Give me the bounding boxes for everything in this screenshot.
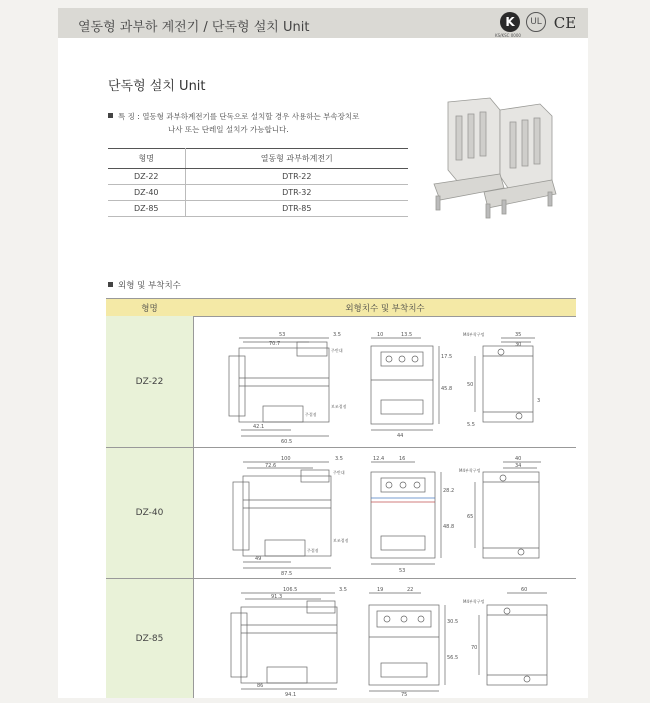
dimension-row-dz-22 <box>106 316 576 448</box>
dim-header-model: 형명 <box>141 304 158 314</box>
k-mark-icon: K <box>500 12 520 32</box>
dimension-row-dz-85 <box>106 579 576 698</box>
dz-22-front-top-b: 13.5 <box>401 332 413 338</box>
bullet-icon <box>108 113 113 118</box>
dz-40-note-1: 주반대 <box>333 470 345 475</box>
dz-22-front-right-a: 17.5 <box>441 354 453 360</box>
dz-40-front-top-a: 12.4 <box>373 456 385 462</box>
dimension-row-dz-40 <box>106 448 576 579</box>
dimension-section-title: 외형 및 부착치수 <box>108 279 181 291</box>
dz-40-side-bottom-left: 49 <box>255 556 262 562</box>
dz-22-mount-screw: M4부착구멍 <box>463 332 485 337</box>
spec-cell-model: DZ-40 <box>108 185 185 201</box>
dz-22-front-bottom: 44 <box>397 433 404 439</box>
dz-40-side-sub-dim: 72.6 <box>265 463 277 469</box>
k-mark-caption: KS/KSC 0000 <box>495 33 521 38</box>
dimension-table-header <box>106 298 576 317</box>
table-row <box>108 169 408 185</box>
dz-22-mount-top-a: 35 <box>515 332 522 338</box>
dim-row-model: DZ-40 <box>106 448 194 578</box>
dz-85-front-right-b: 56.5 <box>447 655 459 661</box>
spec-header-model: 형명 <box>108 149 185 169</box>
dz-22-note-3: 주접점 <box>305 412 317 417</box>
dz-40-front-top-b: 16 <box>399 456 406 462</box>
section-title: 단독형 설치 Unit <box>108 79 206 94</box>
dim-header-dims: 외형치수 및 부착치수 <box>345 304 425 314</box>
dz-85-mount-side-a: 70 <box>471 645 478 651</box>
spec-cell-relay: DTR-22 <box>185 169 408 185</box>
dz-40-note-3: 주접점 <box>307 548 319 553</box>
dz-85-side-bottom: 94.1 <box>285 692 297 698</box>
table-row <box>108 185 408 201</box>
page-header-title: 열동형 과부하 계전기 / 단독형 설치 Unit <box>78 20 310 35</box>
spec-cell-relay: DTR-32 <box>185 185 408 201</box>
spec-header-relay: 열동형 과부하계전기 <box>185 149 408 169</box>
dz-40-front-right-b: 48.8 <box>443 524 455 530</box>
dz-40-side-top-dim: 100 <box>281 456 291 462</box>
dz-40-mount-screw: M4부착구멍 <box>459 468 481 473</box>
dz-85-front-top-a: 19 <box>377 587 384 593</box>
dz-22-side-top-dim: 53 <box>279 332 286 338</box>
dz-22-side-bottom-left: 42.1 <box>253 424 265 430</box>
dz-40-mount-top-a: 40 <box>515 456 522 462</box>
feature-line-1: 열동형 과부하계전기를 단독으로 설치할 경우 사용하는 부속장치로 <box>142 112 360 121</box>
dz-22-side-sub-dim: 70.7 <box>269 341 281 347</box>
dz-85-side-right-dim: 3.5 <box>339 587 347 593</box>
catalog-page <box>58 8 588 698</box>
dimension-drawing-dz-85 <box>201 579 576 698</box>
dz-40-mount-top-b: 34 <box>515 463 522 469</box>
dz-22-mount-side-a: 50 <box>467 382 474 388</box>
bullet-icon <box>108 282 113 287</box>
dz-22-front-right-b: 45.8 <box>441 386 453 392</box>
dz-85-side-bottom-left: 86 <box>257 683 264 689</box>
dz-22-note-1: 주반대 <box>331 348 343 353</box>
dz-22-side-bottom: 60.5 <box>281 439 293 445</box>
dz-40-front-right-a: 28.2 <box>443 488 455 494</box>
model-spec-table <box>108 148 408 217</box>
dz-22-mount-top-b: 30 <box>515 342 522 348</box>
spec-cell-model: DZ-22 <box>108 169 185 185</box>
dim-row-model: DZ-22 <box>106 316 194 447</box>
dim-row-model: DZ-85 <box>106 579 194 698</box>
page-header <box>58 8 588 38</box>
dz-85-front-top-b: 22 <box>407 587 414 593</box>
ce-mark-icon: CE <box>553 14 577 32</box>
dz-22-note-2: 보조접점 <box>331 404 347 409</box>
dimension-drawing-dz-40 <box>201 448 576 578</box>
dz-85-front-right-a: 30.5 <box>447 619 459 625</box>
spec-cell-model: DZ-85 <box>108 201 185 217</box>
dz-40-side-right-dim: 3.5 <box>335 456 343 462</box>
dz-85-mount-screw: M4부착구멍 <box>463 599 485 604</box>
dz-85-front-bottom: 75 <box>401 692 408 698</box>
spec-cell-relay: DTR-85 <box>185 201 408 217</box>
dz-22-mount-side-c: 5.5 <box>467 422 475 428</box>
spec-table-header <box>108 149 408 169</box>
dz-85-side-top-dim: 106.5 <box>283 587 298 593</box>
feature-description <box>108 110 359 136</box>
ul-mark-icon: UL <box>526 12 546 32</box>
feature-line-2: 나사 또는 단레일 설치가 가능합니다. <box>168 125 289 134</box>
dz-40-note-2: 보조접점 <box>333 538 349 543</box>
dz-22-mount-side-b: 3 <box>537 398 541 404</box>
dz-85-mount-top-a: 60 <box>521 587 528 593</box>
dz-22-side-right-dim: 3.5 <box>333 332 341 338</box>
feature-label: 특 징 : <box>118 112 140 121</box>
table-row <box>108 201 408 217</box>
product-photo <box>430 96 570 224</box>
dz-22-front-top-a: 10 <box>377 332 384 338</box>
dz-85-side-sub-dim: 91.3 <box>271 594 283 600</box>
dz-40-side-bottom: 87.5 <box>281 571 293 577</box>
dz-40-mount-side-a: 65 <box>467 514 474 520</box>
dz-40-front-bottom: 53 <box>399 568 406 574</box>
dimension-drawing-dz-22 <box>201 316 576 447</box>
